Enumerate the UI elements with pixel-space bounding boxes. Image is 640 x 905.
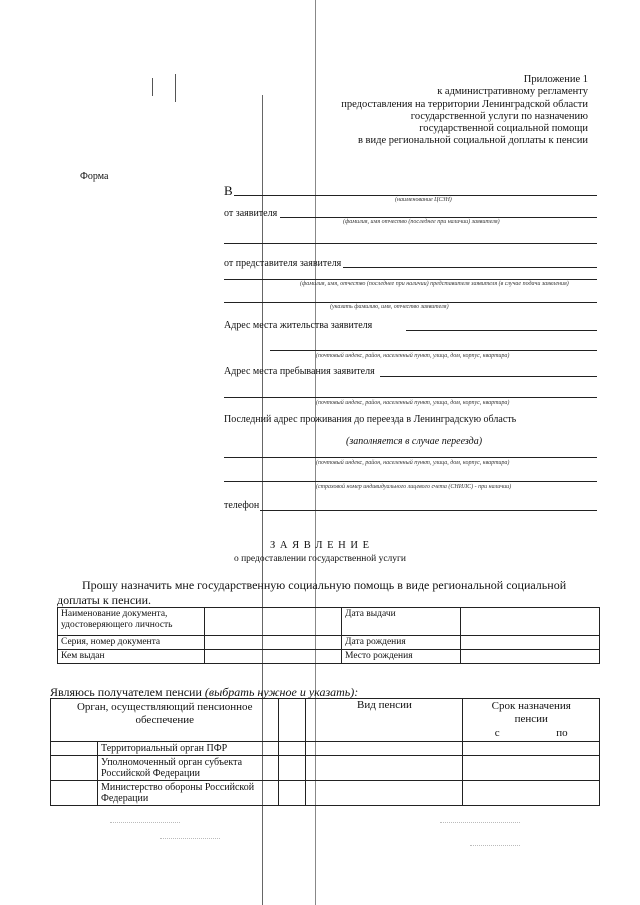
stay-caption: (почтовый индекс, район, населенный пункт, улица, дом, корпус, квартира) [316, 400, 510, 406]
statement-subtitle: о предоставлении государственной услуги [233, 554, 407, 564]
scan-noise [470, 845, 520, 846]
issue-date-label: Дата выдачи [342, 608, 461, 636]
pension-intro-text: Являюсь получателем пенсии [50, 685, 205, 699]
last-address-caption: (почтовый индекс, район, населенный пункт, улица, дом, корпус, квартира) [316, 460, 510, 466]
table-row [51, 742, 600, 756]
stay-field-2[interactable] [224, 397, 597, 398]
spacer-cell [279, 742, 306, 756]
spacer-cell [279, 781, 306, 806]
organ-pfr: Территориальный орган ПФР [98, 742, 279, 756]
pension-term-subject[interactable] [463, 756, 600, 781]
representative-field-2[interactable] [224, 279, 597, 280]
snils-caption: (страховой номер индивидуального лицевого счета (СНИЛС) - при наличии) [316, 484, 512, 490]
appendix-header [341, 74, 588, 148]
snils-field[interactable] [224, 481, 597, 482]
appendix-line: государственной услуги по назначению [410, 110, 588, 122]
table-row [58, 650, 600, 664]
issue-date-value[interactable] [461, 608, 600, 636]
doc-name-label: Наименование документа, удостоверяющего личность [58, 608, 205, 636]
scan-noise [110, 822, 180, 823]
pension-type-defense[interactable] [306, 781, 463, 806]
representative-field[interactable] [343, 267, 597, 268]
to-caption: (наименование ЦСЗН) [395, 197, 452, 203]
pension-term-pfr[interactable] [463, 742, 600, 756]
table-row [51, 756, 600, 781]
stay-field[interactable] [380, 376, 597, 377]
scan-noise [160, 838, 220, 839]
term-to-label: по [556, 727, 568, 739]
statement-title: З А Я В Л Е Н И Е [270, 540, 370, 551]
doc-series-value[interactable] [205, 636, 342, 650]
pension-term-header [463, 699, 600, 742]
term-from-label: с [494, 727, 500, 739]
organ-defense: Министерство обороны Российской Федерации [98, 781, 279, 806]
birth-place-label: Место рождения [342, 650, 461, 664]
pension-type-header: Вид пенсии [306, 699, 463, 742]
table-row [58, 636, 600, 650]
issued-by-value[interactable] [205, 650, 342, 664]
scan-noise [440, 822, 520, 823]
scan-mark [152, 78, 153, 96]
organ-subject: Уполномоченный орган субъекта Российской Федерации [98, 756, 279, 781]
appendix-line: государственной социальной помощи [419, 123, 588, 135]
from-representative-label: от представителя заявителя [224, 258, 342, 269]
issued-by-label: Кем выдан [58, 650, 205, 664]
applicant-field-2[interactable] [224, 243, 597, 244]
appendix-line: в виде региональной социальной доплаты к пенсии [357, 135, 588, 147]
residence-caption: (почтовый индекс, район, населенный пункт, улица, дом, корпус, квартира) [316, 353, 510, 359]
table-row [51, 699, 600, 742]
pension-term-defense[interactable] [463, 781, 600, 806]
representative-field-3[interactable] [224, 302, 597, 303]
applicant-field[interactable] [280, 217, 597, 218]
organ-header: Орган, осуществляющий пенсионное обеспечение [51, 699, 279, 742]
birth-date-value[interactable] [461, 636, 600, 650]
last-address-note: (заполняется в случае переезда) [346, 436, 483, 447]
appendix-line: к административному регламенту [437, 86, 588, 98]
last-address-field[interactable] [224, 457, 597, 458]
row-checkbox[interactable] [51, 756, 98, 781]
table-row [51, 781, 600, 806]
phone-field[interactable] [260, 510, 597, 511]
scan-mark-2 [175, 74, 176, 102]
to-prefix: В [224, 183, 233, 198]
spacer-cell [279, 699, 306, 742]
row-checkbox[interactable] [51, 742, 98, 756]
doc-series-label: Серия, номер документа [58, 636, 205, 650]
request-text-2: доплаты к пенсии. [57, 593, 152, 607]
table-row [58, 608, 600, 636]
pension-type-subject[interactable] [306, 756, 463, 781]
from-applicant-label: от заявителя [224, 208, 278, 219]
representative-caption-2: (указать фамилию, имя, отчество заявителя) [330, 304, 449, 310]
term-range [466, 727, 596, 740]
birth-date-label: Дата рождения [342, 636, 461, 650]
pension-term-label: Срок назначения пенсии [491, 700, 571, 725]
applicant-caption: (фамилия, имя отчество (последнее при наличии) заявителя) [343, 219, 500, 225]
residence-field[interactable] [406, 330, 597, 331]
last-address-label: Последний адрес проживания до переезда в Ленинградскую область [224, 414, 517, 425]
pension-table [50, 698, 600, 806]
form-label: Форма [80, 171, 109, 182]
pension-type-pfr[interactable] [306, 742, 463, 756]
stay-label: Адрес места пребывания заявителя [224, 366, 375, 377]
pension-intro-hint: (выбрать нужное и указать): [204, 685, 359, 699]
spacer-cell [279, 756, 306, 781]
appendix-line: предоставления на территории Ленинградской области [341, 98, 588, 110]
birth-place-value[interactable] [461, 650, 600, 664]
residence-label: Адрес места жительства заявителя [224, 320, 373, 331]
residence-field-2[interactable] [270, 350, 597, 351]
identity-document-table [57, 607, 600, 664]
representative-caption-1: (фамилия, имя, отчество (последнее при наличии) представителя заявителя (в случае подачи заявления) [300, 281, 569, 287]
row-checkbox[interactable] [51, 781, 98, 806]
request-text-1: Прошу назначить мне государственную социальную помощь в виде региональной социальной [82, 578, 567, 592]
to-field[interactable] [234, 195, 597, 196]
doc-name-value[interactable] [205, 608, 342, 636]
phone-label: телефон [224, 500, 260, 511]
appendix-line: Приложение 1 [523, 74, 588, 85]
